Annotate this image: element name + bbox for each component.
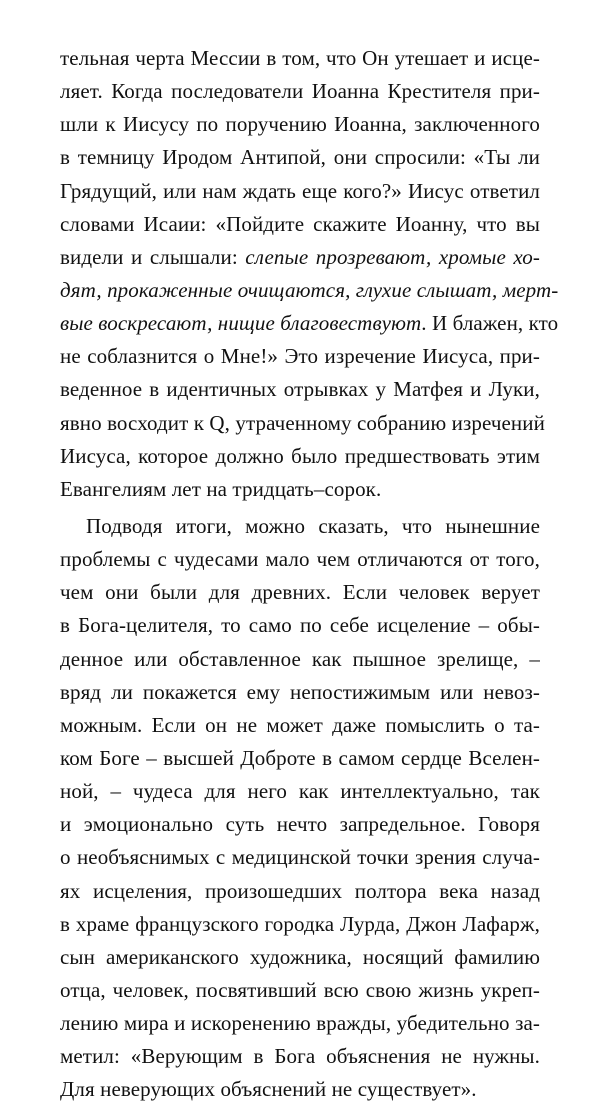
text-segment: тельная черта Мессии в том, что Он утешает и исце- <box>60 46 540 70</box>
text-line <box>60 543 540 576</box>
italic-quote-segment: слепые прозревают, хромые хо- <box>245 244 540 269</box>
text-line <box>60 709 540 742</box>
text-line <box>60 510 540 543</box>
text-segment: словами Исаии: «Пойдите скажите Иоанну, что вы <box>60 211 540 236</box>
text-line <box>60 609 540 642</box>
text-line <box>60 75 540 108</box>
text-line <box>60 141 540 174</box>
text-segment: явно восходит к Q, утраченному собранию изречений <box>60 410 545 435</box>
text-segment: Грядущий, или нам ждать еще кого?» Иисус ответил <box>60 178 540 203</box>
text-segment: Подводя итоги, можно сказать, что нынешние <box>86 513 540 538</box>
book-page <box>60 42 559 1107</box>
text-segment: ком Боге – высшей Доброте в самом сердце Вселен- <box>60 745 540 770</box>
text-line <box>60 108 540 141</box>
text-segment: лению мира и искоренению вражды, убедительно за- <box>60 1011 540 1036</box>
text-segment: шли к Иисусу по поручению Иоанна, заключенного <box>60 112 540 137</box>
text-segment: ляет. Когда последователи Иоанна Крестителя при- <box>60 79 540 104</box>
text-line <box>60 373 540 406</box>
text-line <box>60 340 540 373</box>
text-line <box>60 908 540 941</box>
text-segment: в храме французского городка Лурда, Джон Лафарж, <box>60 911 540 936</box>
paragraph <box>60 506 540 1107</box>
text-segment: не соблазнится о Мне!» Это изречение Иисуса, при- <box>60 344 540 369</box>
text-line <box>60 643 540 676</box>
text-segment: чем они были для древних. Если человек верует <box>60 580 540 605</box>
text-segment: метил: «Верующим в Бога объяснения не нужны. <box>60 1044 540 1069</box>
text-segment: отца, человек, посвятивший всю свою жизнь укреп- <box>60 977 540 1002</box>
text-line <box>60 974 540 1007</box>
text-line <box>60 175 540 208</box>
text-line <box>60 307 559 340</box>
text-segment: можным. Если он не может даже помыслить о та- <box>60 712 540 737</box>
text-line <box>60 42 540 75</box>
text-segment: в Бога-целителя, то само по себе исцеление – обы- <box>60 613 540 638</box>
italic-quote-segment: вые воскресают, нищие благовествуют <box>60 311 422 336</box>
text-line <box>60 1073 540 1106</box>
text-segment: сын американского художника, носящий фамилию <box>60 944 540 969</box>
text-line <box>60 473 540 506</box>
text-line <box>60 407 545 440</box>
text-line <box>60 808 540 841</box>
text-segment: и эмоционально суть нечто запредельное. Говоря <box>60 812 540 837</box>
text-segment: ной, – чудеса для него как интеллектуально, так <box>60 779 540 804</box>
paragraph <box>60 42 559 506</box>
text-line <box>60 241 540 274</box>
text-line <box>60 440 540 473</box>
text-line <box>60 1040 540 1073</box>
text-line <box>60 742 540 775</box>
text-segment: Для неверующих объяснений не существует». <box>60 1077 477 1102</box>
text-segment: Иисуса, которое должно было предшествовать этим <box>60 443 540 468</box>
text-line <box>60 941 540 974</box>
text-line <box>60 775 540 808</box>
text-segment: Евангелиям лет на тридцать–сорок. <box>60 476 382 501</box>
text-line <box>60 676 540 709</box>
text-segment: денное или обставленное как пышное зрелище, – <box>60 646 540 671</box>
text-segment: вряд ли покажется ему непостижимым или невоз- <box>60 679 540 704</box>
text-line <box>60 208 540 241</box>
text-line <box>60 1007 540 1040</box>
text-line <box>60 875 540 908</box>
text-line <box>60 576 540 609</box>
text-segment: проблемы с чудесами мало чем отличаются от того, <box>60 547 540 572</box>
text-line <box>60 841 540 874</box>
text-segment: ях исцеления, произошедших полтора века назад <box>60 878 540 903</box>
text-line <box>60 274 559 307</box>
text-segment: веденное в идентичных отрывках у Матфея и Луки, <box>60 377 540 402</box>
text-segment: о необъяснимых с медицинской точки зрения случа- <box>60 845 540 870</box>
italic-quote-segment: дят, прокаженные очищаются, глухие слышат, мерт- <box>60 277 559 302</box>
text-segment: видели и слышали: <box>60 244 246 269</box>
text-segment: в темницу Иродом Антипой, они спросили: «Ты ли <box>60 145 540 170</box>
text-segment: . И блажен, кто <box>421 311 559 336</box>
